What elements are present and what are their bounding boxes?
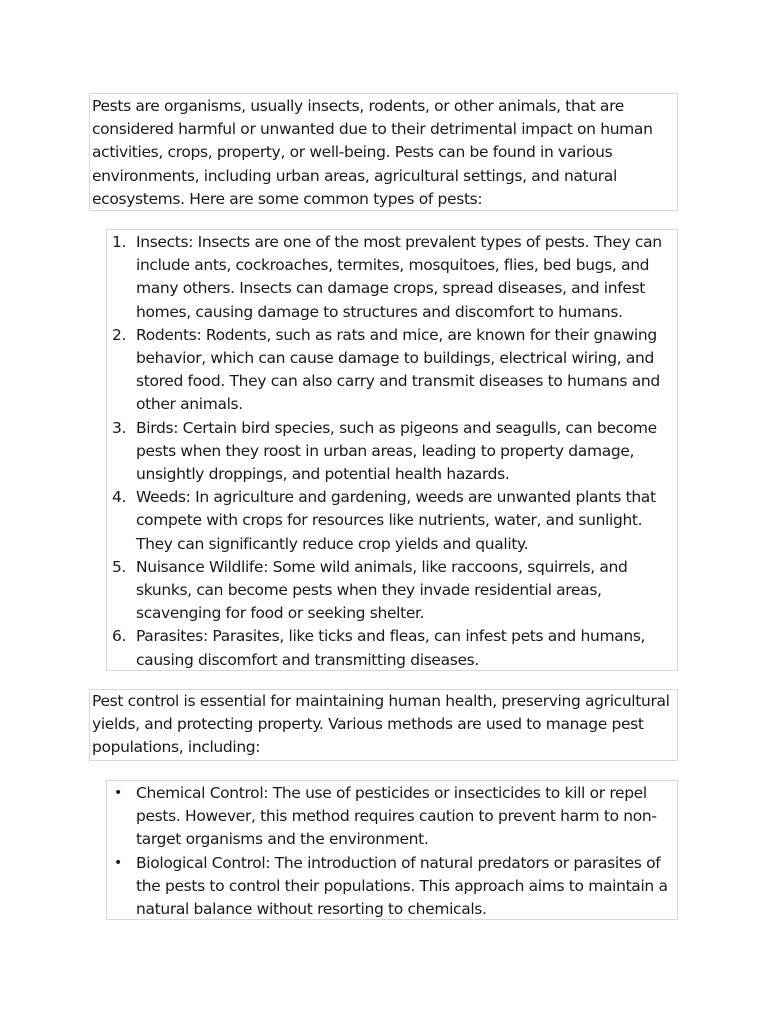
bullet-icon: • (114, 854, 122, 871)
list-item (107, 324, 677, 417)
list-item-text: Chemical Control: The use of pesticides or insecticides to kill or repel pests. However, this method requires caution to prevent harm to non-target organisms and the environment. (136, 784, 657, 849)
list-item-number: 5. (112, 557, 127, 576)
list-item-number: 6. (112, 627, 127, 646)
list-item-number: 3. (112, 418, 127, 437)
list-item-number: 1. (112, 233, 127, 251)
list-item-text: Biological Control: The introduction of natural predators or parasites of the pests to control their populations. This approach aims to maintain a natural balance without resorting to chemicals. (136, 853, 668, 919)
list-item-text: Weeds: In agriculture and gardening, weeds are unwanted plants that compete with crops for resources like nutrients, water, and sunlight. They can significantly reduce crop yields and quality. (136, 488, 656, 553)
intro-paragraph: Pests are organisms, usually insects, rodents, or other animals, that are considered harmful or unwanted due to their detrimental impact on human activities, crops, property, or well-being. Pests can be found in various environments, including urban areas, agricultural settings, and natural ecosystems. Here are some common types of pests: (92, 97, 653, 208)
list-item (107, 231, 677, 324)
list-item (107, 556, 677, 626)
list-item (107, 782, 677, 852)
bullet-icon: • (114, 785, 122, 801)
list-item-text: Nuisance Wildlife: Some wild animals, like raccoons, squirrels, and skunks, can become pests when they invade residential areas, scavenging for food or seeking shelter. (136, 557, 628, 623)
list-item (107, 625, 677, 671)
control-methods-list (107, 782, 677, 921)
list-item-text: Insects: Insects are one of the most prevalent types of pests. They can include ants, cockroaches, termites, mosquitoes, flies, bed bugs, and many others. Insects can damage crops, spread diseases, and infest homes, causing damage to structures and discomfort to humans. (136, 233, 662, 321)
pest-types-list (107, 231, 677, 672)
pest-control-paragraph: Pest control is essential for maintaining human health, preserving agricultural yields, and protecting property. Various methods are used to manage pest populations, including: (92, 692, 670, 757)
list-item-text: Birds: Certain bird species, such as pigeons and seagulls, can become pests when they roost in urban areas, leading to property damage, unsightly droppings, and potential health hazards. (136, 418, 657, 484)
intro-paragraph-box (89, 93, 678, 211)
list-item (107, 852, 677, 922)
pest-types-list-box (106, 229, 678, 671)
list-item-number: 4. (112, 488, 127, 507)
list-item-text: Parasites: Parasites, like ticks and fleas, can infest pets and humans, causing discomfort and transmitting diseases. (136, 627, 646, 669)
control-methods-list-box (106, 780, 678, 920)
list-item (107, 417, 677, 487)
list-item-number: 2. (112, 325, 127, 344)
pest-control-paragraph-box (89, 689, 678, 761)
list-item (107, 486, 677, 556)
list-item-text: Rodents: Rodents, such as rats and mice, are known for their gnawing behavior, which can cause damage to buildings, electrical wiring, and stored food. They can also carry and transmit diseases to humans and other animals. (136, 325, 660, 414)
